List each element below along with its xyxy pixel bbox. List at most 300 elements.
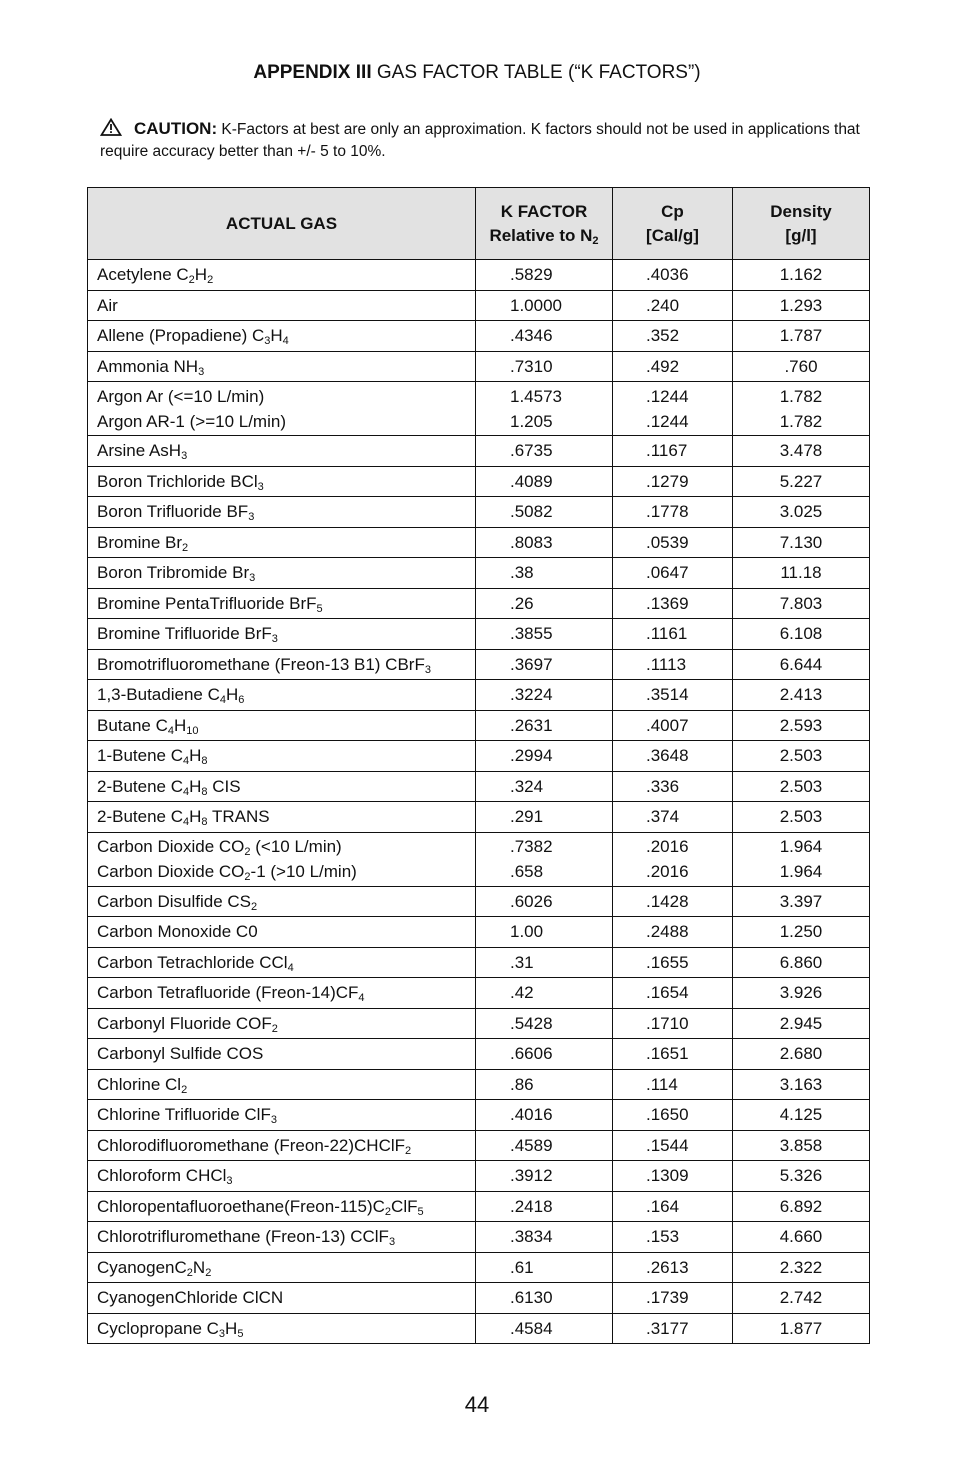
subscript: 3 bbox=[226, 1175, 233, 1188]
subscript: 4 bbox=[282, 335, 289, 348]
cp-cell bbox=[613, 886, 733, 917]
density-cell-value: 1.293 bbox=[779, 295, 823, 315]
gas-name-text: CIS bbox=[207, 776, 241, 796]
gas-cell bbox=[88, 1191, 476, 1222]
subscript: 8 bbox=[201, 755, 208, 768]
k-factor-cell bbox=[476, 947, 613, 978]
gas-name-text: Chlorodifluoromethane (Freon-22)CHClF bbox=[97, 1135, 406, 1155]
density-cell bbox=[733, 321, 870, 352]
page-number: 44 bbox=[464, 1392, 490, 1417]
cp-cell bbox=[613, 978, 733, 1009]
k-factor-cell-value: .61 bbox=[510, 1257, 534, 1277]
table-row bbox=[88, 382, 870, 436]
table-row bbox=[88, 290, 870, 321]
gas-name bbox=[97, 1285, 475, 1310]
table-row bbox=[88, 466, 870, 497]
gas-cell bbox=[88, 558, 476, 589]
cp-cell bbox=[613, 680, 733, 711]
k-factor-cell bbox=[476, 680, 613, 711]
cp-cell bbox=[613, 260, 733, 291]
gas-name bbox=[97, 743, 475, 768]
density-cell-value: 1.964 bbox=[779, 837, 823, 856]
cp-cell-value: .1655 bbox=[646, 952, 689, 972]
density-cell bbox=[733, 588, 870, 619]
density-cell bbox=[733, 290, 870, 321]
k-factor-cell bbox=[476, 710, 613, 741]
subscript: 3 bbox=[218, 1327, 226, 1340]
appendix-label: APPENDIX III bbox=[253, 62, 372, 83]
cp-cell-value: .3177 bbox=[646, 1318, 689, 1338]
k-factor-cell-value: 1.00 bbox=[510, 922, 544, 942]
table-row bbox=[88, 527, 870, 558]
gas-name bbox=[97, 774, 475, 799]
density-cell bbox=[733, 558, 870, 589]
gas-name bbox=[97, 1011, 475, 1036]
subscript: 3 bbox=[264, 335, 271, 348]
table-row bbox=[88, 978, 870, 1009]
subscript: 4 bbox=[219, 694, 226, 707]
k-factor-cell-value: .2631 bbox=[510, 715, 553, 735]
k-factor-cell-value: .42 bbox=[510, 983, 534, 1003]
gas-name bbox=[97, 682, 475, 707]
k-factor-cell-value: .3855 bbox=[510, 624, 553, 644]
k-factor-cell bbox=[476, 1313, 613, 1344]
k-factor-cell-value: .4346 bbox=[510, 326, 553, 346]
k-factor-cell bbox=[476, 886, 613, 917]
header-cp: Cp [Cal/g] bbox=[613, 188, 733, 260]
gas-name-text: H bbox=[189, 807, 202, 827]
k-factor-cell-value: .6026 bbox=[510, 891, 553, 911]
subscript: 4 bbox=[358, 992, 365, 1005]
cp-cell bbox=[613, 1252, 733, 1283]
density-cell-value: 6.108 bbox=[779, 624, 823, 644]
cp-cell bbox=[613, 710, 733, 741]
k-factor-cell bbox=[476, 1130, 613, 1161]
cp-cell-value: .4007 bbox=[646, 715, 689, 735]
cp-cell bbox=[613, 1222, 733, 1253]
gas-name-text: Arsine AsH bbox=[97, 441, 182, 461]
density-cell bbox=[733, 886, 870, 917]
table-row bbox=[88, 436, 870, 467]
density-cell-value: 1.782 bbox=[779, 411, 823, 431]
gas-cell bbox=[88, 1008, 476, 1039]
k-factor-cell bbox=[476, 771, 613, 802]
subscript: 3 bbox=[249, 572, 256, 585]
gas-name bbox=[97, 354, 475, 379]
cp-cell-value: .2613 bbox=[646, 1257, 689, 1277]
gas-name-text: 2-Butene C bbox=[97, 776, 183, 796]
subscript: 2 bbox=[182, 541, 189, 554]
density-cell-value: 1.787 bbox=[779, 326, 823, 346]
k-factor-cell bbox=[476, 1191, 613, 1222]
cp-cell bbox=[613, 588, 733, 619]
k-factor-cell-value: .324 bbox=[510, 776, 544, 796]
cp-cell bbox=[613, 382, 733, 436]
gas-name bbox=[97, 1224, 475, 1249]
k-factor-cell bbox=[476, 619, 613, 650]
table-row bbox=[88, 1069, 870, 1100]
k-factor-cell bbox=[476, 741, 613, 772]
k-factor-cell bbox=[476, 832, 613, 886]
subscript: 2 bbox=[207, 274, 214, 287]
density-cell bbox=[733, 680, 870, 711]
k-factor-cell bbox=[476, 1222, 613, 1253]
k-factor-cell bbox=[476, 466, 613, 497]
density-cell-value: 6.892 bbox=[779, 1196, 823, 1216]
gas-cell bbox=[88, 680, 476, 711]
density-cell-value: 1.964 bbox=[779, 862, 823, 881]
k-factor-cell-value: .38 bbox=[510, 563, 534, 583]
k-factor-cell bbox=[476, 588, 613, 619]
k-factor-cell-value: .5082 bbox=[510, 502, 553, 522]
density-cell-value: 2.503 bbox=[779, 746, 823, 766]
density-cell-value: 1.162 bbox=[779, 265, 823, 285]
density-cell bbox=[733, 497, 870, 528]
k-factor-cell bbox=[476, 558, 613, 589]
density-cell bbox=[733, 351, 870, 382]
cp-cell-value: .1309 bbox=[646, 1166, 689, 1186]
cp-cell-value: .240 bbox=[646, 295, 680, 315]
table-row bbox=[88, 649, 870, 680]
subscript: 2 bbox=[244, 846, 251, 858]
cp-cell bbox=[613, 527, 733, 558]
gas-name bbox=[97, 409, 475, 434]
gas-cell bbox=[88, 710, 476, 741]
cp-cell bbox=[613, 321, 733, 352]
table-row bbox=[88, 1222, 870, 1253]
k-factor-cell bbox=[476, 1008, 613, 1039]
density-cell bbox=[733, 978, 870, 1009]
gas-name-text: Carbon Disulfide CS bbox=[97, 891, 252, 911]
k-factor-cell bbox=[476, 1069, 613, 1100]
gas-name-text: 1,3-Butadiene C bbox=[97, 685, 220, 705]
cp-cell bbox=[613, 290, 733, 321]
density-cell bbox=[733, 832, 870, 886]
gas-name-text: Air bbox=[97, 295, 118, 315]
gas-name-text: Carbon Monoxide C0 bbox=[97, 922, 258, 942]
gas-cell bbox=[88, 260, 476, 291]
subscript: 2 bbox=[251, 900, 258, 913]
density-cell bbox=[733, 1069, 870, 1100]
cp-cell-value: .0539 bbox=[646, 532, 689, 552]
gas-name-text: Butane C bbox=[97, 715, 168, 735]
subscript: 2 bbox=[384, 1205, 392, 1218]
k-factor-cell-value: .4584 bbox=[510, 1318, 553, 1338]
cp-cell bbox=[613, 771, 733, 802]
table-row bbox=[88, 351, 870, 382]
density-cell bbox=[733, 466, 870, 497]
k-factor-cell bbox=[476, 321, 613, 352]
gas-name-text: ClF bbox=[391, 1196, 418, 1216]
density-cell-value: 7.803 bbox=[779, 593, 823, 613]
k-factor-cell-value: .291 bbox=[510, 807, 544, 827]
density-cell bbox=[733, 741, 870, 772]
table-row bbox=[88, 741, 870, 772]
cp-cell bbox=[613, 917, 733, 948]
gas-cell bbox=[88, 466, 476, 497]
table-header-row bbox=[88, 188, 870, 260]
density-cell-value: 4.660 bbox=[779, 1227, 823, 1247]
k-factor-cell bbox=[476, 649, 613, 680]
density-cell bbox=[733, 1008, 870, 1039]
k-factor-cell-value: .4089 bbox=[510, 471, 553, 491]
gas-name-text: H bbox=[189, 746, 202, 766]
k-factor-cell bbox=[476, 527, 613, 558]
table-body bbox=[88, 260, 870, 1344]
cp-cell bbox=[613, 1069, 733, 1100]
cp-cell-value: .1739 bbox=[646, 1288, 689, 1308]
k-factor-cell bbox=[476, 1161, 613, 1192]
cp-cell bbox=[613, 1283, 733, 1314]
cp-cell-value: .352 bbox=[646, 326, 680, 346]
gas-name-text: (<10 L/min) bbox=[250, 837, 342, 856]
gas-name-text: CyanogenC bbox=[97, 1257, 187, 1277]
cp-cell-value: .114 bbox=[646, 1074, 678, 1094]
gas-name-text: Chlorotrifluromethane (Freon-13) CClF bbox=[97, 1227, 389, 1247]
k-factor-cell bbox=[476, 1283, 613, 1314]
table-row bbox=[88, 1283, 870, 1314]
table-row bbox=[88, 1039, 870, 1070]
gas-name bbox=[97, 1102, 475, 1127]
table-row bbox=[88, 832, 870, 886]
density-cell bbox=[733, 1161, 870, 1192]
k-factor-table bbox=[87, 187, 870, 1344]
cp-cell-value: .2016 bbox=[646, 837, 689, 856]
gas-name-text: Chloropentafluoroethane(Freon-115)C bbox=[97, 1196, 385, 1216]
k-factor-cell-value: .4589 bbox=[510, 1135, 553, 1155]
gas-name-text: -1 (>10 L/min) bbox=[250, 862, 357, 881]
gas-name-text: 1-Butene C bbox=[97, 746, 183, 766]
cp-cell-value: .3514 bbox=[646, 685, 689, 705]
k-factor-cell-value: .6735 bbox=[510, 441, 553, 461]
gas-name-text: Boron Tribromide Br bbox=[97, 563, 250, 583]
k-factor-cell bbox=[476, 290, 613, 321]
gas-name-text: H bbox=[174, 715, 187, 735]
k-factor-cell-value: .2418 bbox=[510, 1196, 553, 1216]
density-cell-value: 2.503 bbox=[779, 807, 823, 827]
cp-cell bbox=[613, 1008, 733, 1039]
gas-name-text: Carbonyl Fluoride COF bbox=[97, 1013, 272, 1033]
subscript: 3 bbox=[181, 450, 188, 463]
caution-text: K-Factors at best are only an approximation. K factors should not be used in applications that require accuracy better than +/- 5 to 10%. bbox=[100, 121, 860, 160]
gas-cell bbox=[88, 527, 476, 558]
cp-cell bbox=[613, 558, 733, 589]
gas-cell bbox=[88, 1130, 476, 1161]
density-cell-value: 1.250 bbox=[779, 922, 823, 942]
k-factor-cell-value: .3912 bbox=[510, 1166, 553, 1186]
density-cell bbox=[733, 527, 870, 558]
gas-name-text: Cyclopropane C bbox=[97, 1318, 219, 1338]
density-cell-value: 3.926 bbox=[779, 983, 823, 1003]
gas-cell bbox=[88, 1222, 476, 1253]
density-cell-value: 11.18 bbox=[780, 563, 822, 583]
k-factor-cell-value: .8083 bbox=[510, 532, 553, 552]
density-cell-value: 1.877 bbox=[779, 1318, 823, 1338]
gas-cell bbox=[88, 1100, 476, 1131]
subscript: 5 bbox=[417, 1205, 424, 1218]
subscript: 2 bbox=[188, 274, 195, 287]
warning-triangle-icon bbox=[100, 118, 122, 136]
gas-cell bbox=[88, 382, 476, 436]
gas-name bbox=[97, 859, 475, 884]
cp-cell-value: .492 bbox=[646, 356, 680, 376]
density-cell bbox=[733, 1313, 870, 1344]
cp-cell bbox=[613, 1100, 733, 1131]
cp-cell-value: .1650 bbox=[646, 1105, 689, 1125]
gas-name-text: Bromine PentaTrifluoride BrF bbox=[97, 593, 317, 613]
k-factor-cell bbox=[476, 1252, 613, 1283]
subscript: 4 bbox=[183, 785, 190, 798]
gas-name-text: Boron Trichloride BCl bbox=[97, 471, 258, 491]
k-factor-cell bbox=[476, 917, 613, 948]
subscript: 3 bbox=[248, 511, 255, 524]
cp-cell-value: .1244 bbox=[646, 411, 689, 431]
gas-name-text: H bbox=[225, 1318, 238, 1338]
gas-name bbox=[97, 469, 475, 494]
gas-name-text: Ammonia NH bbox=[97, 356, 199, 376]
k-factor-cell-value: .7382 bbox=[510, 837, 553, 856]
subscript: 4 bbox=[183, 816, 190, 829]
k-factor-cell bbox=[476, 351, 613, 382]
k-factor-cell bbox=[476, 978, 613, 1009]
cp-cell bbox=[613, 1130, 733, 1161]
subscript: 8 bbox=[201, 816, 208, 829]
gas-name bbox=[97, 834, 475, 859]
gas-cell bbox=[88, 978, 476, 1009]
density-cell bbox=[733, 917, 870, 948]
cp-cell bbox=[613, 741, 733, 772]
table-row bbox=[88, 771, 870, 802]
density-cell bbox=[733, 1191, 870, 1222]
density-cell-value: 6.860 bbox=[779, 952, 823, 972]
subscript: 3 bbox=[270, 1114, 277, 1127]
gas-name bbox=[97, 713, 475, 738]
gas-name-text: 2-Butene C bbox=[97, 807, 183, 827]
gas-name bbox=[97, 889, 475, 914]
gas-cell bbox=[88, 947, 476, 978]
k-factor-cell bbox=[476, 802, 613, 833]
gas-name bbox=[97, 591, 475, 616]
gas-cell bbox=[88, 436, 476, 467]
gas-cell bbox=[88, 771, 476, 802]
cp-cell-value: .1113 bbox=[646, 654, 687, 674]
subscript: 3 bbox=[198, 365, 205, 378]
subscript: 10 bbox=[186, 724, 199, 737]
caution-label: CAUTION: bbox=[134, 119, 218, 138]
density-cell-value: 3.397 bbox=[779, 891, 823, 911]
k-factor-cell-value: 1.0000 bbox=[510, 295, 562, 315]
page-title bbox=[0, 62, 954, 84]
cp-cell bbox=[613, 1191, 733, 1222]
gas-name-text: N bbox=[192, 1257, 206, 1277]
gas-name-text: Argon AR-1 (>=10 L/min) bbox=[97, 411, 286, 431]
header-density: Density [g/l] bbox=[733, 188, 870, 260]
subscript: 3 bbox=[388, 1236, 396, 1249]
table-row bbox=[88, 947, 870, 978]
k-factor-cell bbox=[476, 382, 613, 436]
gas-name bbox=[97, 323, 475, 348]
table-row bbox=[88, 619, 870, 650]
density-cell-value: 3.163 bbox=[779, 1074, 823, 1094]
gas-cell bbox=[88, 1069, 476, 1100]
density-cell bbox=[733, 619, 870, 650]
table-row bbox=[88, 1252, 870, 1283]
k-factor-cell-value: 1.205 bbox=[510, 411, 553, 431]
cp-cell-value: .1279 bbox=[646, 471, 689, 491]
cp-cell bbox=[613, 466, 733, 497]
gas-name-text: Carbon Dioxide CO bbox=[97, 862, 245, 881]
cp-cell bbox=[613, 497, 733, 528]
cp-cell bbox=[613, 1039, 733, 1070]
gas-cell bbox=[88, 351, 476, 382]
subscript: 8 bbox=[201, 785, 208, 798]
density-cell bbox=[733, 802, 870, 833]
gas-cell bbox=[88, 1039, 476, 1070]
gas-name bbox=[97, 1163, 475, 1188]
gas-name-text: Carbon Tetrachloride CCl bbox=[97, 952, 288, 972]
cp-cell-value: .1544 bbox=[646, 1135, 689, 1155]
table-row bbox=[88, 1130, 870, 1161]
subscript: 2 bbox=[205, 1266, 212, 1279]
k-factor-cell-value: .86 bbox=[510, 1074, 534, 1094]
subscript: 4 bbox=[167, 724, 175, 737]
k-factor-cell-value: .658 bbox=[510, 862, 544, 881]
cp-cell-value: .1654 bbox=[646, 983, 689, 1003]
gas-name-text: Carbon Tetrafluoride (Freon-14)CF bbox=[97, 983, 359, 1003]
table-row bbox=[88, 558, 870, 589]
gas-name bbox=[97, 1255, 475, 1280]
density-cell-value: 5.227 bbox=[779, 471, 823, 491]
cp-cell-value: .1161 bbox=[646, 624, 688, 644]
k-factor-cell-value: .4016 bbox=[510, 1105, 553, 1125]
density-cell-value: 5.326 bbox=[779, 1166, 823, 1186]
density-cell bbox=[733, 1252, 870, 1283]
cp-cell-value: .4036 bbox=[646, 265, 689, 285]
cp-cell bbox=[613, 619, 733, 650]
cp-cell bbox=[613, 832, 733, 886]
density-cell bbox=[733, 649, 870, 680]
k-factor-cell bbox=[476, 260, 613, 291]
k-factor-cell-value: .6606 bbox=[510, 1044, 553, 1064]
density-cell bbox=[733, 382, 870, 436]
k-factor-cell-value: .3224 bbox=[510, 685, 553, 705]
cp-cell-value: .1167 bbox=[646, 441, 688, 461]
table-title: GAS FACTOR TABLE (“K FACTORS”) bbox=[371, 62, 701, 83]
gas-name bbox=[97, 1316, 475, 1341]
gas-name bbox=[97, 384, 475, 409]
gas-name-text: Boron Trifluoride BF bbox=[97, 502, 249, 522]
gas-cell bbox=[88, 1161, 476, 1192]
subscript: 2 bbox=[271, 1022, 278, 1035]
cp-cell-value: .2488 bbox=[646, 922, 689, 942]
gas-name-text: Chlorine Trifluoride ClF bbox=[97, 1105, 271, 1125]
gas-name-text: Carbon Dioxide CO bbox=[97, 837, 245, 856]
table-row bbox=[88, 917, 870, 948]
density-cell-value: 2.680 bbox=[779, 1044, 823, 1064]
gas-cell bbox=[88, 1252, 476, 1283]
k-factor-cell-value: .31 bbox=[510, 952, 534, 972]
gas-cell bbox=[88, 290, 476, 321]
subscript: 2 bbox=[405, 1144, 412, 1157]
k-factor-cell-value: 1.4573 bbox=[510, 386, 562, 406]
gas-cell bbox=[88, 1313, 476, 1344]
k-factor-cell-value: .5428 bbox=[510, 1013, 553, 1033]
gas-name-text: Acetylene C bbox=[97, 265, 189, 285]
k-factor-cell-value: .5829 bbox=[510, 265, 553, 285]
cp-cell-value: .153 bbox=[646, 1227, 680, 1247]
density-cell bbox=[733, 710, 870, 741]
density-cell-value: 1.782 bbox=[779, 386, 823, 406]
